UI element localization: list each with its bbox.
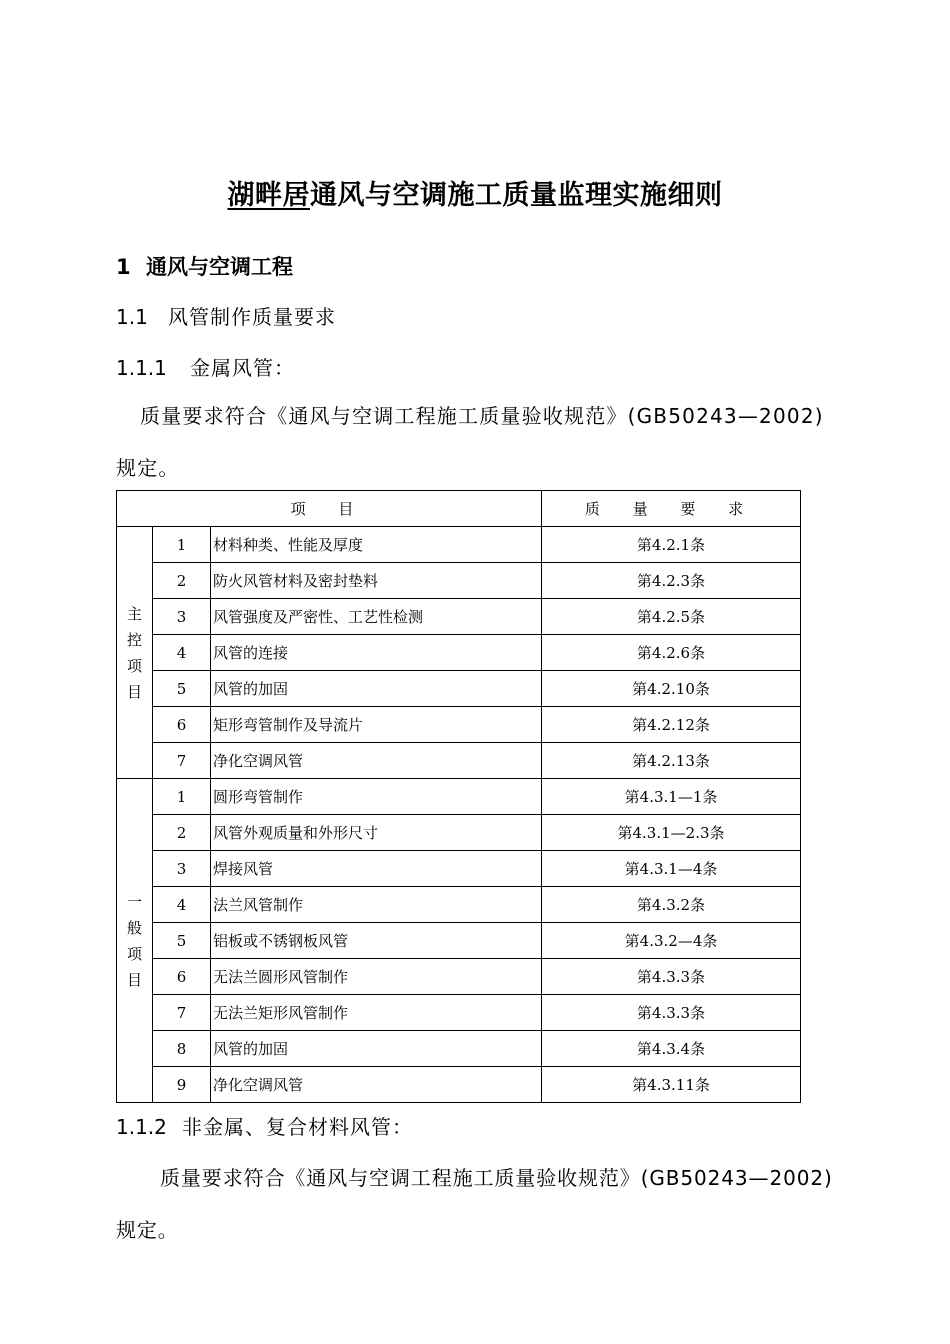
table-row xyxy=(117,779,801,815)
section-title: 风管制作质量要求 xyxy=(168,305,336,329)
table-row xyxy=(117,635,801,671)
row-requirement: 第4.3.1—1条 xyxy=(542,779,801,815)
row-item: 材料种类、性能及厚度 xyxy=(211,527,542,563)
row-item: 铝板或不锈钢板风管 xyxy=(211,923,542,959)
table-body xyxy=(117,527,801,1103)
group-label-cell xyxy=(117,527,153,779)
table-header-row xyxy=(117,491,801,527)
section-title: 非金属、复合材料风管： xyxy=(182,1115,413,1139)
row-number: 3 xyxy=(153,851,211,887)
table-row xyxy=(117,887,801,923)
row-number: 2 xyxy=(153,815,211,851)
row-item: 风管外观质量和外形尺寸 xyxy=(211,815,542,851)
row-requirement: 第4.3.2条 xyxy=(542,887,801,923)
section-number: 1.1.2 xyxy=(116,1115,167,1139)
row-number: 8 xyxy=(153,1031,211,1067)
row-requirement: 第4.2.1条 xyxy=(542,527,801,563)
table-row xyxy=(117,851,801,887)
row-item: 风管的加固 xyxy=(211,671,542,707)
header-requirement: 质 量 要 求 xyxy=(542,491,801,527)
row-requirement: 第4.3.11条 xyxy=(542,1067,801,1103)
section-number: 1.1.1 xyxy=(116,356,167,380)
row-requirement: 第4.2.3条 xyxy=(542,563,801,599)
row-number: 5 xyxy=(153,671,211,707)
table-row xyxy=(117,671,801,707)
nonmetal-duct-requirement-paragraph: 质量要求符合《通风与空调工程施工质量验收规范》(GB50243—2002)规定。 xyxy=(116,1166,833,1242)
row-item: 法兰风管制作 xyxy=(211,887,542,923)
row-number: 6 xyxy=(153,707,211,743)
row-requirement: 第4.3.3条 xyxy=(542,959,801,995)
group-label: 主控项目 xyxy=(126,604,142,701)
table-row xyxy=(117,743,801,779)
row-item: 风管的加固 xyxy=(211,1031,542,1067)
section-1-1-2-heading xyxy=(116,1112,413,1142)
row-requirement: 第4.2.13条 xyxy=(542,743,801,779)
row-requirement: 第4.2.10条 xyxy=(542,671,801,707)
quality-requirements-table xyxy=(116,490,801,1103)
row-item: 净化空调风管 xyxy=(211,1067,542,1103)
row-number: 4 xyxy=(153,887,211,923)
table-row xyxy=(117,959,801,995)
document-title xyxy=(0,176,950,216)
group-label-cell xyxy=(117,779,153,1103)
row-number: 9 xyxy=(153,1067,211,1103)
row-number: 1 xyxy=(153,779,211,815)
row-number: 1 xyxy=(153,527,211,563)
table-row xyxy=(117,815,801,851)
section-1-1-heading xyxy=(116,302,336,332)
row-item: 焊接风管 xyxy=(211,851,542,887)
metal-duct-requirement-paragraph: 质量要求符合《通风与空调工程施工质量验收规范》(GB50243—2002)规定。 xyxy=(116,404,824,480)
row-requirement: 第4.3.1—4条 xyxy=(542,851,801,887)
table-row xyxy=(117,707,801,743)
group-label: 一般项目 xyxy=(126,892,142,989)
row-number: 3 xyxy=(153,599,211,635)
title-underlined-part: 湖畔居 xyxy=(227,180,310,211)
row-number: 5 xyxy=(153,923,211,959)
row-item: 风管强度及严密性、工艺性检测 xyxy=(211,599,542,635)
row-number: 6 xyxy=(153,959,211,995)
row-item: 无法兰矩形风管制作 xyxy=(211,995,542,1031)
header-item: 项 目 xyxy=(117,491,542,527)
section-1-1-1-heading xyxy=(116,353,295,383)
table-row xyxy=(117,527,801,563)
table-row xyxy=(117,995,801,1031)
section-number: 1.1 xyxy=(116,305,148,329)
row-requirement: 第4.2.6条 xyxy=(542,635,801,671)
table-row xyxy=(117,563,801,599)
table-row xyxy=(117,1067,801,1103)
row-item: 风管的连接 xyxy=(211,635,542,671)
row-number: 2 xyxy=(153,563,211,599)
row-item: 无法兰圆形风管制作 xyxy=(211,959,542,995)
row-item: 净化空调风管 xyxy=(211,743,542,779)
table-row xyxy=(117,599,801,635)
table-row xyxy=(117,1031,801,1067)
section-1-heading xyxy=(116,252,293,282)
section-title: 金属风管： xyxy=(190,356,295,380)
row-requirement: 第4.2.12条 xyxy=(542,707,801,743)
table-row xyxy=(117,923,801,959)
title-rest: 通风与空调施工质量监理实施细则 xyxy=(310,180,723,211)
row-requirement: 第4.2.5条 xyxy=(542,599,801,635)
row-number: 7 xyxy=(153,995,211,1031)
row-number: 7 xyxy=(153,743,211,779)
row-requirement: 第4.3.4条 xyxy=(542,1031,801,1067)
row-item: 矩形弯管制作及导流片 xyxy=(211,707,542,743)
row-requirement: 第4.3.2—4条 xyxy=(542,923,801,959)
row-item: 圆形弯管制作 xyxy=(211,779,542,815)
row-requirement: 第4.3.1—2.3条 xyxy=(542,815,801,851)
section-number: 1 xyxy=(116,255,131,279)
row-item: 防火风管材料及密封垫料 xyxy=(211,563,542,599)
row-number: 4 xyxy=(153,635,211,671)
row-requirement: 第4.3.3条 xyxy=(542,995,801,1031)
section-title: 通风与空调工程 xyxy=(146,255,293,279)
